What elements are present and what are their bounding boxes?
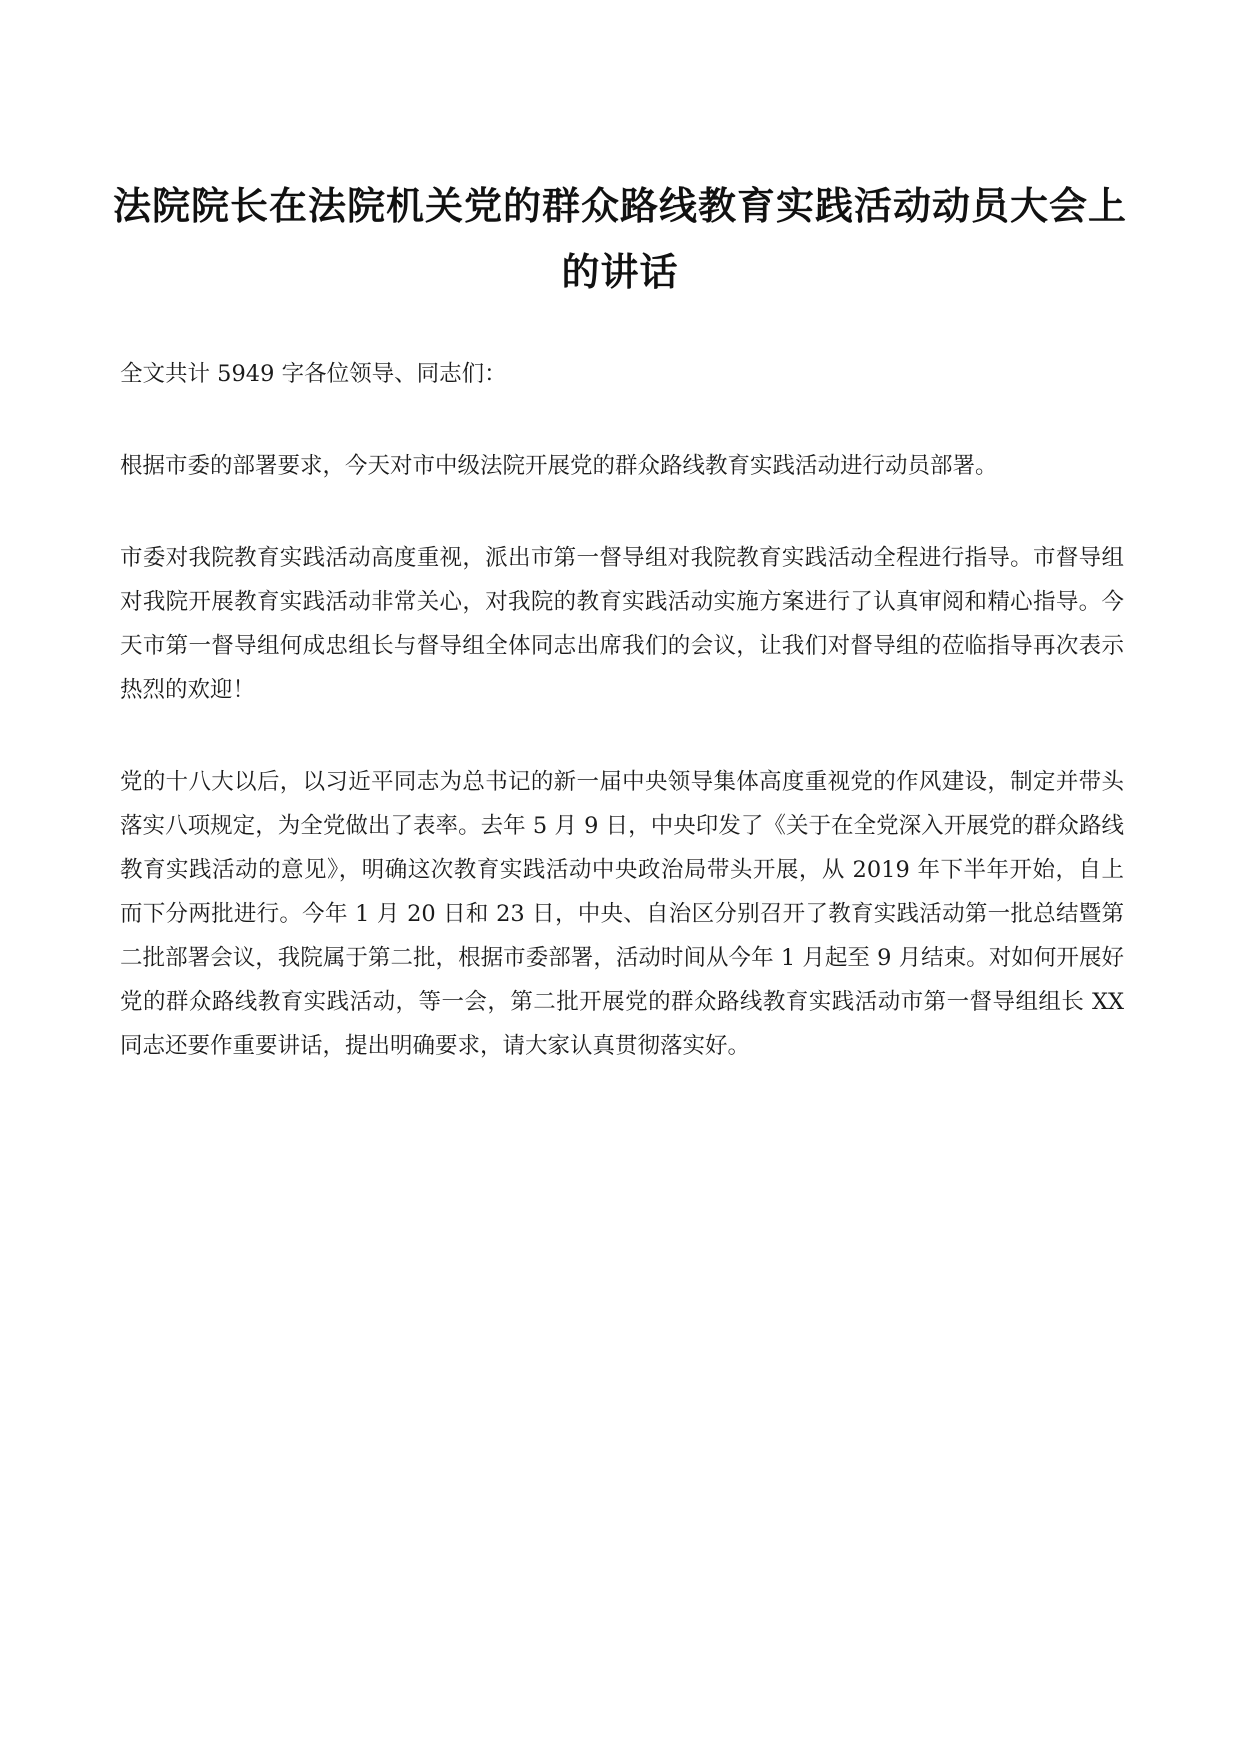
body-paragraph: 市委对我院教育实践活动高度重视，派出市第一督导组对我院教育实践活动全程进行指导。市督导组对我院开展教育实践活动非常关心，对我院的教育实践活动实施方案进行了认真审阅和精心指导。今天市第一督导组何成忠组长与督导组全体同志出席我们的会议，让我们对督导组的莅临指导再次表示热烈的欢迎！: [120, 545, 1124, 703]
document-title: [100, 173, 1140, 305]
body-paragraph: 根据市委的部署要求，今天对市中级法院开展党的群众路线教育实践活动进行动员部署。: [120, 453, 998, 479]
document-body: [120, 352, 1124, 1116]
title-line-1: 法院院长在法院机关党的群众路线教育实践活动动员大会上: [112, 183, 1127, 229]
intro-paragraph: 全文共计 5949 字各位领导、同志们：: [120, 361, 507, 387]
body-paragraph: 党的十八大以后，以习近平同志为总书记的新一届中央领导集体高度重视党的作风建设，制定并带头落实八项规定，为全党做出了表率。去年 5 月 9 日，中央印发了《关于在全党深入开展党的群众路线教育实践活动的意见》，明确这次教育实践活动中央政治局带头开展，从 2019 年下半年开始，自上而下分两批进行。今年 1 月 20 日和 23 日，中央、自治区分别召开了教育实践活动第一批总结暨第二批部署会议，我院属于第二批，根据市委部署，活动时间从今年 1 月起至 9 月结束。对如何开展好党的群众路线教育实践活动，等一会，第二批开展党的群众路线教育实践活动市第一督导组组长 XX 同志还要作重要讲话，提出明确要求，请大家认真贯彻落实好。: [120, 769, 1124, 1059]
title-line-2: 的讲话: [561, 249, 679, 295]
